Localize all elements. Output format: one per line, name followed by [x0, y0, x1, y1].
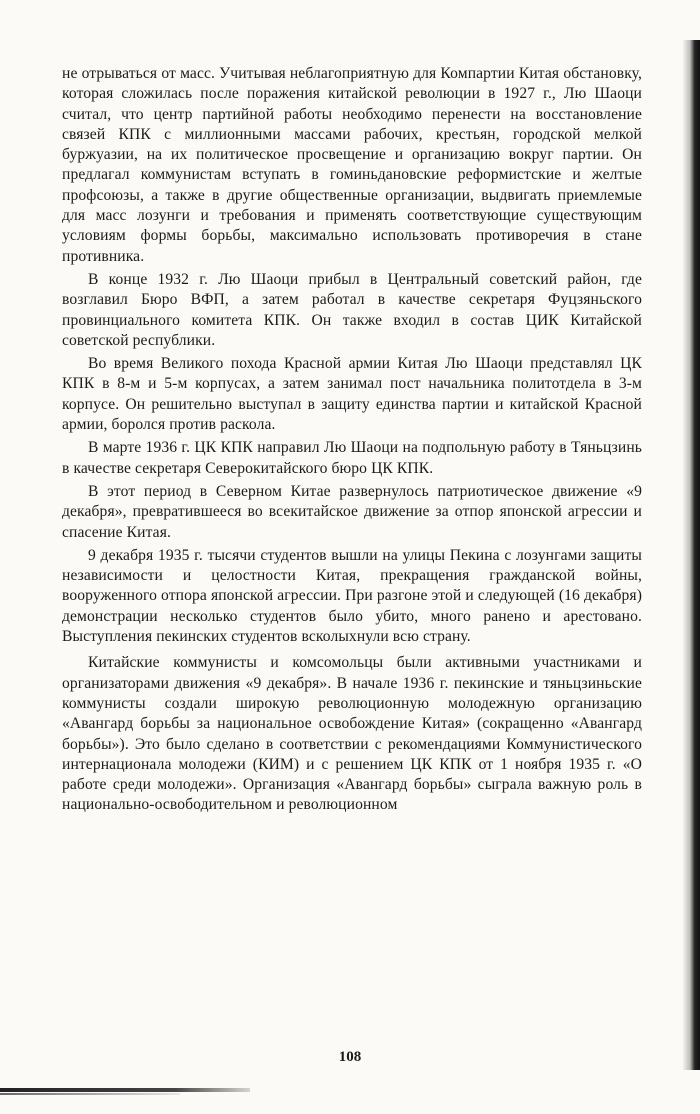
- paragraph: В конце 1932 г. Лю Шаоци прибыл в Центральный советский район, где возглавил Бюро ВФП, а затем работал в качестве секретаря Фуцзяньского провинциального комитета КПК. Он также входил в состав ЦИК Китайской советской республики.: [62, 270, 642, 349]
- paragraph: Во время Великого похода Красной армии Китая Лю Шаоци представлял ЦК КПК в 8-м и 5-м корпусах, а затем занимал пост начальника политотдела в 3-м корпусе. Он решительно выступал в защиту единства партии и китайской Красной армии, боролся против раскола.: [62, 355, 642, 434]
- scan-artifact: [0, 1088, 250, 1092]
- paragraph: В марте 1936 г. ЦК КПК направил Лю Шаоци на подпольную работу в Тяньцзинь в качестве секретаря Северокитайского бюро ЦК КПК.: [62, 439, 642, 477]
- page-number: 108: [338, 1049, 362, 1065]
- paragraph: 9 декабря 1935 г. тысячи студентов вышли на улицы Пекина с лозунгами защиты независимости и целостности Китая, прекращения гражданской войны, вооруженного отпора японской агрессии. При разгоне этой и следующей (16 декабря) демонстрации несколько студентов было убито, много ранено и арестовано. Выступления пекинских студентов всколыхнули всю страну.: [62, 546, 642, 646]
- body-text: [62, 64, 642, 819]
- paragraph: В этот период в Северном Китае развернулось патриотическое движение «9 декабря», превратившееся во всекитайское движение за отпор японской агрессии и спасение Китая.: [62, 482, 642, 541]
- paragraph: не отрываться от масс. Учитывая неблагоприятную для Компартии Китая обстановку, которая сложилась после поражения китайской революции в 1927 г., Лю Шаоци считал, что центр партийной работы необходимо перенести на восстановление связей КПК с миллионными массами рабочих, крестьян, городской мелкой буржуазии, на их политическое просвещение и организацию вокруг партии. Он предлагал коммунистам вступать в гоминьдановские реформистские и желтые профсоюзы, а также в другие общественные организации, выдвигать приемлемые для масс лозунги и требования и применять соответствующие существующим условиям формы борьбы, максимально использовать противоречия в стане противника.: [62, 65, 642, 265]
- scan-artifact: [0, 1093, 180, 1095]
- binding-shadow: [682, 40, 700, 1070]
- paragraph: Китайские коммунисты и комсомольцы были активными участниками и организаторами движения «9 декабря». В начале 1936 г. пекинские и тяньцзиньские коммунисты создали широкую революционную молодежную организацию «Авангард борьбы за национальное освобождение Китая» (сокращенно «Авангард борьбы»). Это было сделано в соответствии с рекомендациями Коммунистического интернационала молодежи (КИМ) и с решением ЦК КПК от 1 ноября 1935 г. «О работе среди молодежи». Организация «Авангард борьбы» сыграла важную роль в национально-освободительном и революционном: [62, 654, 642, 814]
